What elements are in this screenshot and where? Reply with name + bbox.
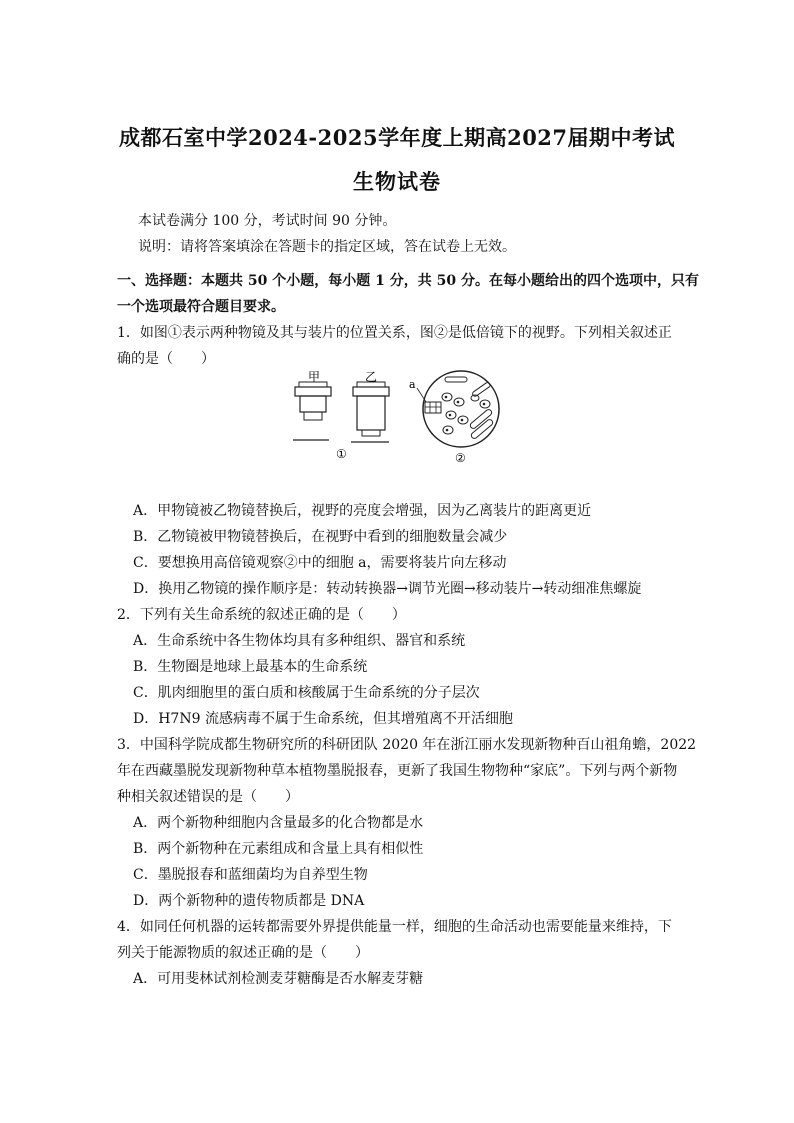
note-instructions: 说明：请将答案填涂在答题卡的指定区域，答在试卷上无效。	[138, 239, 516, 255]
label-a: a	[409, 378, 416, 391]
q1-option-d: D．换用乙物镜的操作顺序是：转动转换器→调节光圈→移动装片→转动细准焦螺旋	[133, 581, 642, 597]
q2-stem: 2．下列有关生命系统的叙述正确的是（ ）	[117, 607, 406, 623]
microscope-figure	[285, 362, 510, 472]
label-fig1: ①	[336, 447, 347, 461]
q3-stem-line3: 种相关叙述错误的是（ ）	[117, 789, 299, 805]
label-fig2: ②	[455, 451, 466, 465]
objective-jia	[293, 370, 331, 440]
q1-option-b: B．乙物镜被甲物镜替换后，在视野中看到的细胞数量会减少	[133, 529, 508, 545]
section-heading-line1: 一、选择题：本题共 50 个小题，每小题 1 分，共 50 分。在每小题给出的四个选项中，只有	[117, 273, 699, 289]
exam-title: 成都石室中学2024-2025学年度上期高2027届期中考试	[118, 125, 676, 150]
q1-option-c: C．要想换用高倍镜观察②中的细胞 a，需要将装片向左移动	[133, 555, 507, 571]
q3-option-c: C．墨脱报春和蓝细菌均为自养型生物	[133, 867, 368, 883]
q1-stem-line1: 1．如图①表示两种物镜及其与装片的位置关系，图②是低倍镜下的视野。下列相关叙述正	[117, 325, 672, 341]
q3-option-d: D．两个新物种的遗传物质都是 DNA	[133, 893, 365, 909]
q4-option-a: A．可用斐林试剂检测麦芽糖酶是否水解麦芽糖	[133, 971, 424, 987]
q2-option-a: A．生命系统中各生物体均具有多种组织、器官和系统	[133, 633, 466, 649]
q3-stem-line2: 年在西藏墨脱发现新物种草本植物墨脱报春，更新了我国生物物种“家底”。下列与两个新物	[117, 763, 678, 779]
q3-stem-line1: 3．中国科学院成都生物研究所的科研团队 2020 年在浙江丽水发现新物种百山祖角蟾，2022	[117, 737, 697, 753]
label-yi: 乙	[365, 370, 378, 384]
q2-option-d: D．H7N9 流感病毒不属于生命系统，但其增殖离不开活细胞	[133, 711, 513, 727]
objective-yi	[351, 370, 389, 442]
q1-option-a: A．甲物镜被乙物镜替换后，视野的亮度会增强，因为乙离装片的距离更近	[133, 503, 592, 519]
q4-stem-line1: 4．如同任何机器的运转都需要外界提供能量一样，细胞的生命活动也需要能量来维持，下	[117, 919, 672, 935]
q2-option-c: C．肌肉细胞里的蛋白质和核酸属于生命系统的分子层次	[133, 685, 480, 701]
note-score-time: 本试卷满分 100 分，考试时间 90 分钟。	[138, 213, 397, 229]
q3-option-b: B．两个新物种在元素组成和含量上具有相似性	[133, 841, 424, 857]
q4-stem-line2: 列关于能源物质的叙述正确的是（ ）	[117, 945, 369, 961]
field-of-view	[409, 371, 499, 447]
label-jia: 甲	[308, 370, 321, 384]
q2-option-b: B．生物圈是地球上最基本的生命系统	[133, 659, 368, 675]
q1-stem-line2: 确的是（ ）	[117, 351, 215, 367]
q3-option-a: A．两个新物种细胞内含量最多的化合物都是水	[133, 815, 424, 831]
section-heading-line2: 一个选项最符合题目要求。	[117, 299, 285, 315]
exam-subtitle: 生物试卷	[353, 169, 441, 194]
